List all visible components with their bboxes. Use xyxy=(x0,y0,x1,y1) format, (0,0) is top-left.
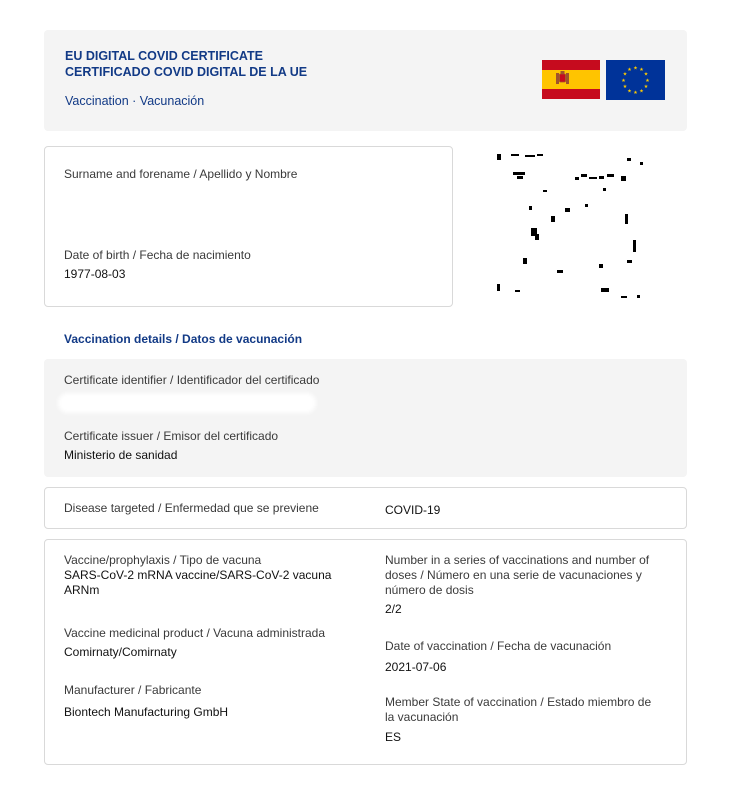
svg-text:★: ★ xyxy=(643,84,649,90)
eu-flag-icon xyxy=(606,60,665,100)
certificate-header xyxy=(44,30,687,131)
name-label: Surname and forename / Apellido y Nombre xyxy=(64,167,298,181)
svg-text:★: ★ xyxy=(633,90,638,96)
certificate-issuer-value: Ministerio de sanidad xyxy=(64,448,178,462)
member-state-label-line1: Member State of vaccination / Estado miembro de xyxy=(385,695,652,709)
svg-text:★: ★ xyxy=(645,77,650,84)
doses-value: 2/2 xyxy=(385,602,402,616)
product-value: Comirnaty/Comirnaty xyxy=(64,645,177,659)
doses-label-line1: Number in a series of vaccinations and number of xyxy=(385,553,650,567)
product-label: Vaccine medicinal product / Vacuna administrada xyxy=(64,626,326,640)
svg-text:★: ★ xyxy=(633,65,638,72)
dob-value: 1977-08-03 xyxy=(64,267,126,281)
certificate-issuer-label: Certificate issuer / Emisor del certificado xyxy=(64,429,279,443)
certificate-id-redacted xyxy=(58,393,316,413)
svg-text:★: ★ xyxy=(639,67,644,73)
member-state-value: ES xyxy=(385,730,402,744)
certificate-info-panel xyxy=(44,359,687,477)
svg-text:★: ★ xyxy=(622,84,628,90)
vaccination-details-title: Vaccination details / Datos de vacunación xyxy=(64,332,303,346)
vaccination-date-value: 2021-07-06 xyxy=(385,660,447,674)
dob-label: Date of birth / Fecha de nacimiento xyxy=(64,248,251,262)
prophylaxis-value-line2: ARNm xyxy=(64,583,100,597)
manufacturer-label: Manufacturer / Fabricante xyxy=(64,683,202,697)
manufacturer-value: Biontech Manufacturing GmbH xyxy=(64,705,229,719)
svg-text:★: ★ xyxy=(627,67,632,73)
disease-label: Disease targeted / Enfermedad que se previene xyxy=(64,501,319,515)
doses-label-line2: doses / Número en una serie de vacunaciones y xyxy=(385,568,642,582)
vaccination-date-label: Date of vaccination / Fecha de vacunación xyxy=(385,639,612,653)
certificate-type: Vaccination · Vacunación xyxy=(65,94,205,108)
svg-text:★: ★ xyxy=(643,71,649,78)
svg-text:★: ★ xyxy=(622,71,628,78)
disease-value: COVID-19 xyxy=(385,503,441,517)
certificate-id-label: Certificate identifier / Identificador del certificado xyxy=(64,373,320,387)
identity-card xyxy=(44,146,453,307)
svg-text:★: ★ xyxy=(639,88,644,95)
svg-text:★: ★ xyxy=(627,88,632,95)
svg-text:★: ★ xyxy=(621,77,626,84)
title-en: EU DIGITAL COVID CERTIFICATE xyxy=(65,49,263,63)
doses-label-line3: número de dosis xyxy=(385,583,474,597)
spain-flag-icon xyxy=(542,60,600,99)
prophylaxis-value-line1: SARS-CoV-2 mRNA vaccine/SARS-CoV-2 vacuna xyxy=(64,568,332,582)
member-state-label-line2: la vacunación xyxy=(385,710,459,724)
qr-code-icon xyxy=(495,150,643,300)
prophylaxis-label: Vaccine/prophylaxis / Tipo de vacuna xyxy=(64,553,262,567)
title-es: CERTIFICADO COVID DIGITAL DE LA UE xyxy=(65,65,308,79)
disease-card xyxy=(44,487,687,529)
vaccine-details-card xyxy=(44,539,687,765)
